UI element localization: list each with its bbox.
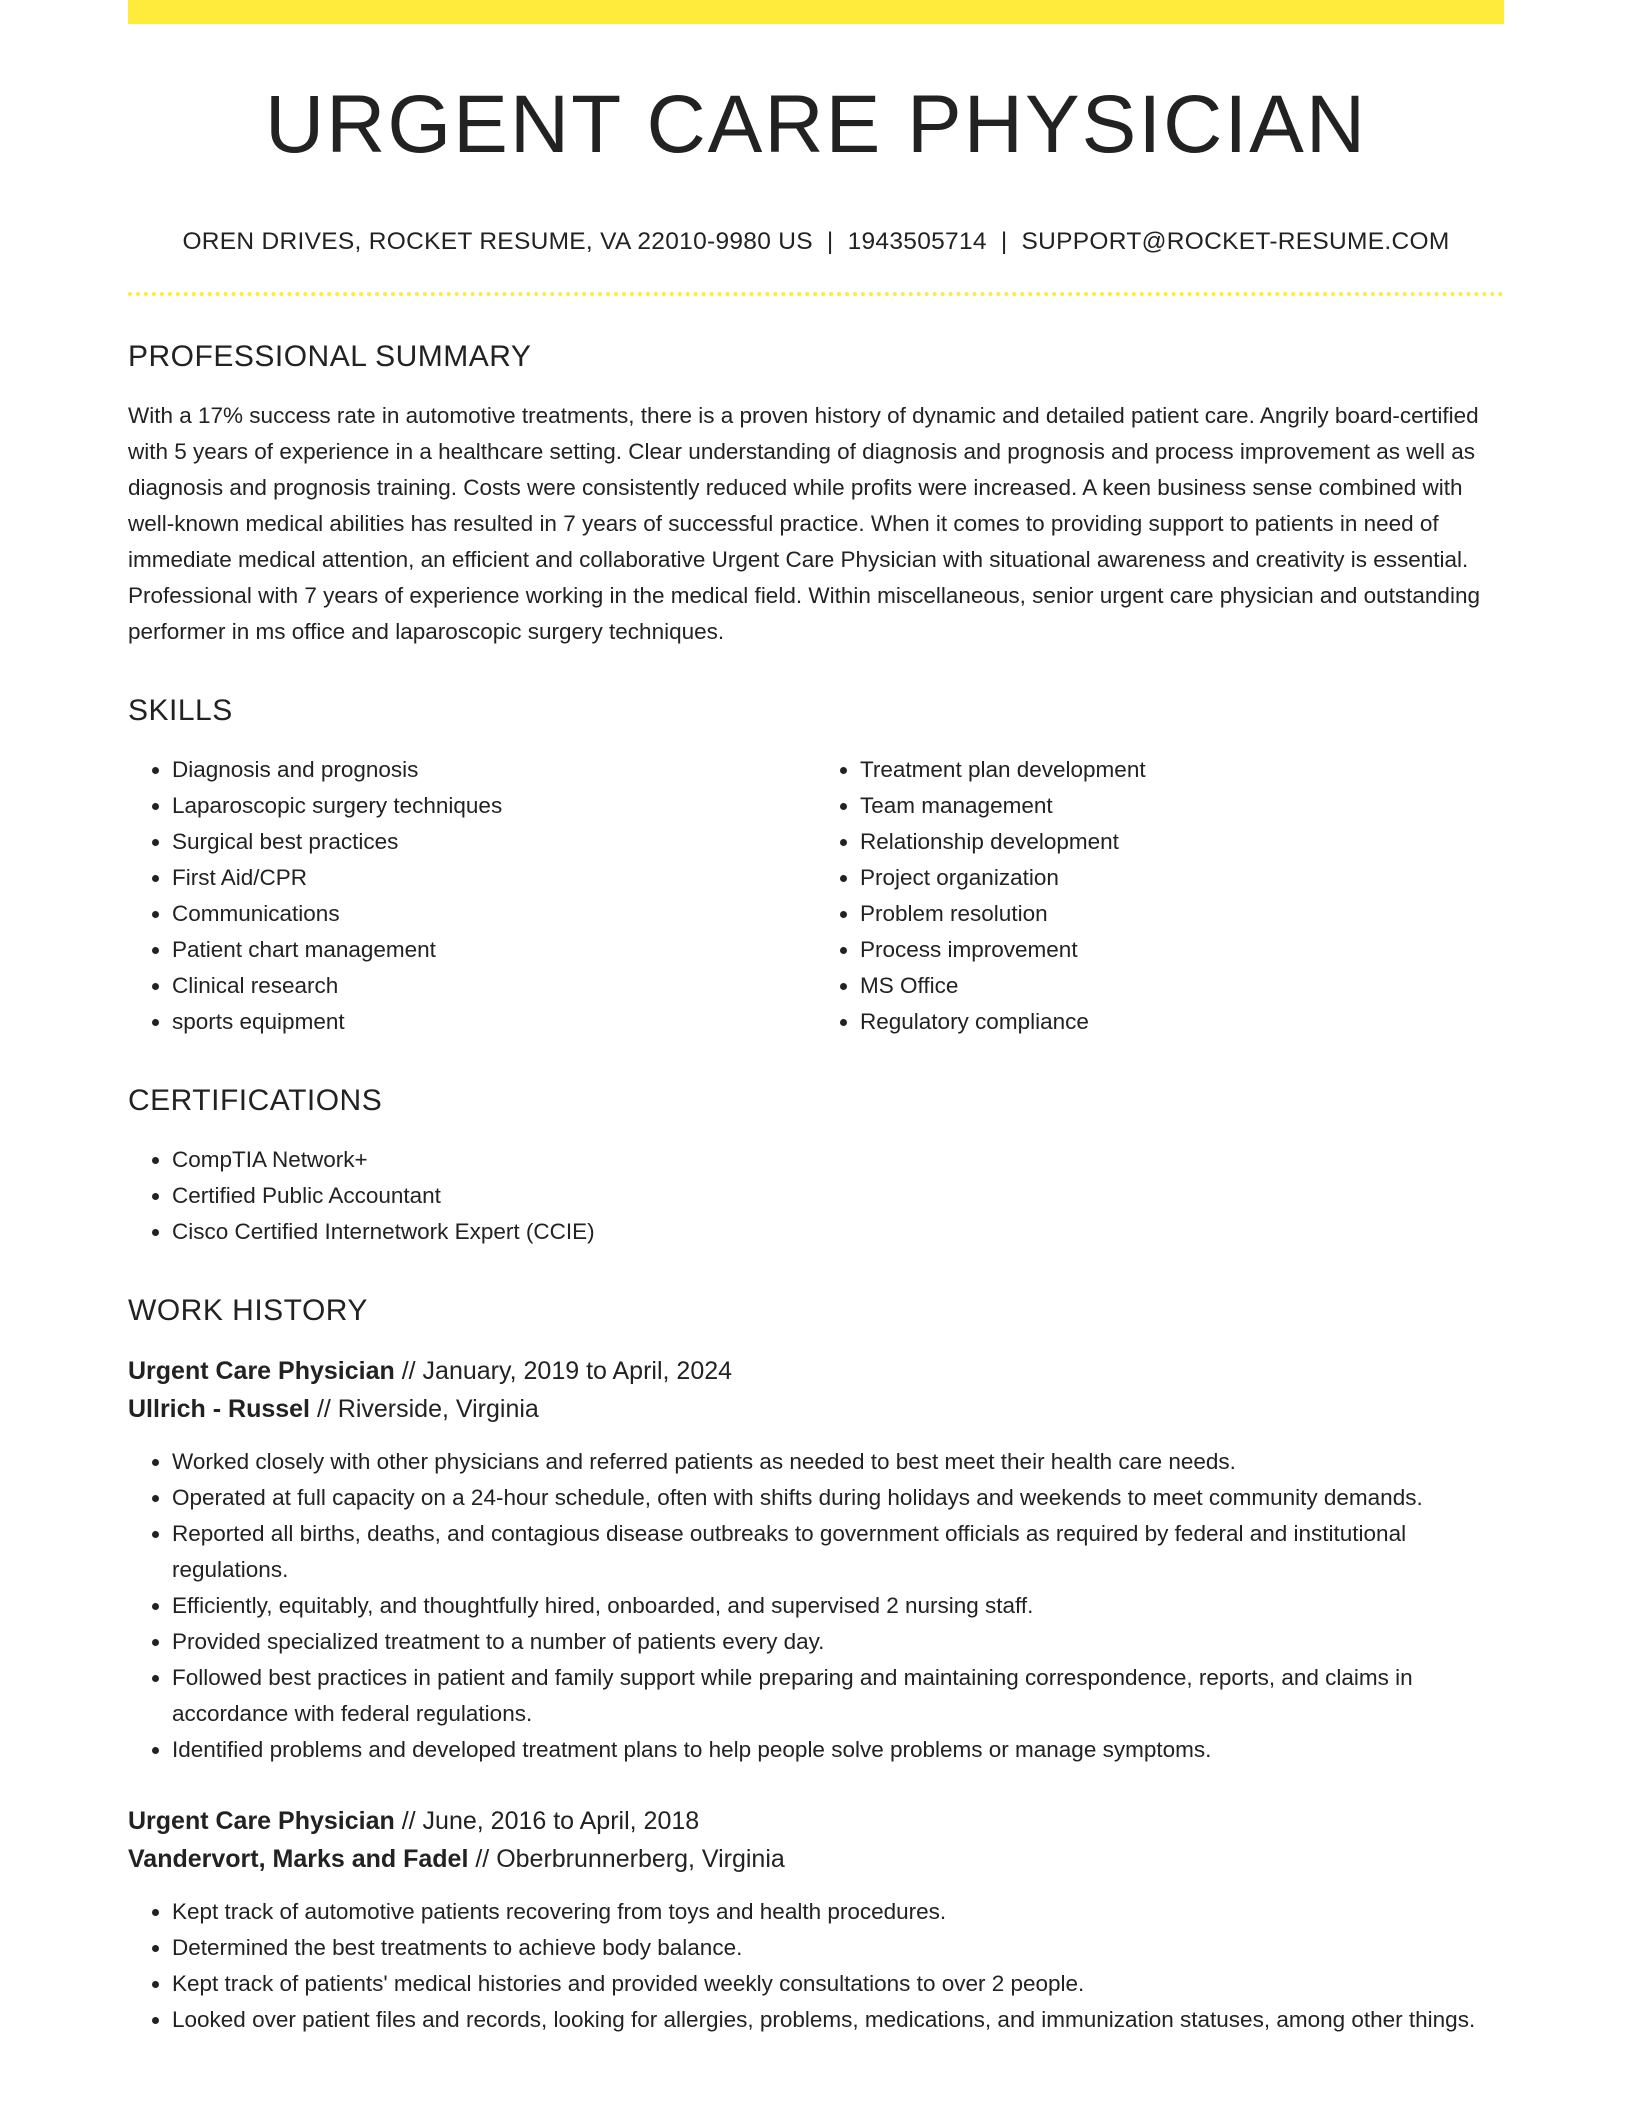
job-duty: • Kept track of patients' medical histories and provided weekly consultations to over 2 people.: [172, 1966, 1504, 2002]
job-dates: // June, 2016 to April, 2018: [401, 1807, 700, 1836]
skill-item: • Process improvement: [860, 932, 1504, 968]
certifications-section: [128, 1084, 1504, 1250]
resume-title: URGENT CARE PHYSICIAN: [264, 79, 1368, 170]
skill-item: • Team management: [860, 788, 1504, 824]
header-divider: [128, 292, 1504, 296]
skill-item: • Communications: [172, 896, 816, 932]
job-company: Vandervort, Marks and Fadel: [128, 1845, 469, 1874]
job-entry: [128, 1352, 1504, 1768]
skills-section: [128, 694, 1504, 1040]
job-title: Urgent Care Physician: [128, 1357, 395, 1386]
job-duty: • Identified problems and developed treatment plans to help people solve problems or manage symptoms.: [172, 1732, 1504, 1768]
skill-item: • MS Office: [860, 968, 1504, 1004]
job-title-line: [128, 1352, 1504, 1390]
job-title-line: [128, 1802, 1504, 1840]
resume-page: [128, 24, 1504, 2038]
contact-email: SUPPORT@ROCKET-RESUME.COM: [1021, 228, 1450, 256]
skill-item: • Patient chart management: [172, 932, 816, 968]
job-location: // Oberbrunnerberg, Virginia: [475, 1845, 785, 1874]
contact-separator: |: [826, 228, 834, 256]
contact-phone: 1943505714: [847, 228, 987, 256]
skill-item: • Problem resolution: [860, 896, 1504, 932]
skill-item: • Surgical best practices: [172, 824, 816, 860]
skills-list-right: [816, 752, 1504, 1040]
skill-item: • Relationship development: [860, 824, 1504, 860]
top-accent-bar: [128, 0, 1504, 24]
skill-item: • First Aid/CPR: [172, 860, 816, 896]
skill-item: • Diagnosis and prognosis: [172, 752, 816, 788]
job-duty: • Determined the best treatments to achieve body balance.: [172, 1930, 1504, 1966]
job-duties-list: [128, 1894, 1504, 2038]
job-company: Ullrich - Russel: [128, 1395, 310, 1424]
skill-item: • Treatment plan development: [860, 752, 1504, 788]
job-entry: [128, 1802, 1504, 2038]
certification-item: • Cisco Certified Internetwork Expert (CCIE): [172, 1214, 1504, 1250]
job-company-line: [128, 1390, 1504, 1428]
skills-list-left: [128, 752, 816, 1040]
skill-item: • Project organization: [860, 860, 1504, 896]
skill-item: • sports equipment: [172, 1004, 816, 1040]
job-duty: • Reported all births, deaths, and contagious disease outbreaks to government officials as required by federal and institutional regulations.: [172, 1516, 1504, 1588]
job-dates: // January, 2019 to April, 2024: [401, 1357, 733, 1386]
certification-item: • CompTIA Network+: [172, 1142, 1504, 1178]
work-history-section: [128, 1294, 1504, 2038]
skills-heading: SKILLS: [128, 694, 233, 728]
job-duty: • Provided specialized treatment to a number of patients every day.: [172, 1624, 1504, 1660]
job-duty: • Followed best practices in patient and family support while preparing and maintaining correspondence, reports, and claims in accordance with federal regulations.: [172, 1660, 1504, 1732]
skill-item: • Regulatory compliance: [860, 1004, 1504, 1040]
skills-columns: [128, 752, 1504, 1040]
summary-section: [128, 340, 1504, 650]
job-duty: • Efficiently, equitably, and thoughtfully hired, onboarded, and supervised 2 nursing staff.: [172, 1588, 1504, 1624]
certifications-heading: CERTIFICATIONS: [128, 1084, 383, 1118]
skill-item: • Laparoscopic surgery techniques: [172, 788, 816, 824]
job-location: // Riverside, Virginia: [316, 1395, 539, 1424]
summary-text: With a 17% success rate in automotive treatments, there is a proven history of dynamic and detailed patient care. Angrily board-certified with 5 years of experience in a healthcare setting. Clear understanding of diagnosis and prognosis and process improvement as well as diagnosis and prognosis training. Costs were consistently reduced while profits were increased. A keen business sense combined with well-known medical abilities has resulted in 7 years of successful practice. When it comes to providing support to patients in need of immediate medical attention, an efficient and collaborative Urgent Care Physician with situational awareness and creativity is essential. Professional with 7 years of experience working in the medical field. Within miscellaneous, senior urgent care physician and outstanding performer in ms office and laparoscopic surgery techniques.: [128, 403, 1480, 645]
work-history-heading: WORK HISTORY: [128, 1294, 368, 1328]
job-company-line: [128, 1840, 1504, 1878]
skill-item: • Clinical research: [172, 968, 816, 1004]
contact-line: [128, 228, 1504, 256]
contact-separator: |: [1000, 228, 1008, 256]
job-title: Urgent Care Physician: [128, 1807, 395, 1836]
job-duties-list: [128, 1444, 1504, 1768]
certification-item: • Certified Public Accountant: [172, 1178, 1504, 1214]
job-duty: • Looked over patient files and records, looking for allergies, problems, medications, and immunization statuses, among other things.: [172, 2002, 1504, 2038]
job-duty: • Operated at full capacity on a 24-hour schedule, often with shifts during holidays and weekends to meet community demands.: [172, 1480, 1504, 1516]
job-duty: • Kept track of automotive patients recovering from toys and health procedures.: [172, 1894, 1504, 1930]
contact-address: OREN DRIVES, ROCKET RESUME, VA 22010-9980 US: [182, 228, 813, 256]
job-duty: • Worked closely with other physicians and referred patients as needed to best meet their health care needs.: [172, 1444, 1504, 1480]
summary-heading: PROFESSIONAL SUMMARY: [128, 340, 532, 374]
certifications-list: [128, 1142, 1504, 1250]
